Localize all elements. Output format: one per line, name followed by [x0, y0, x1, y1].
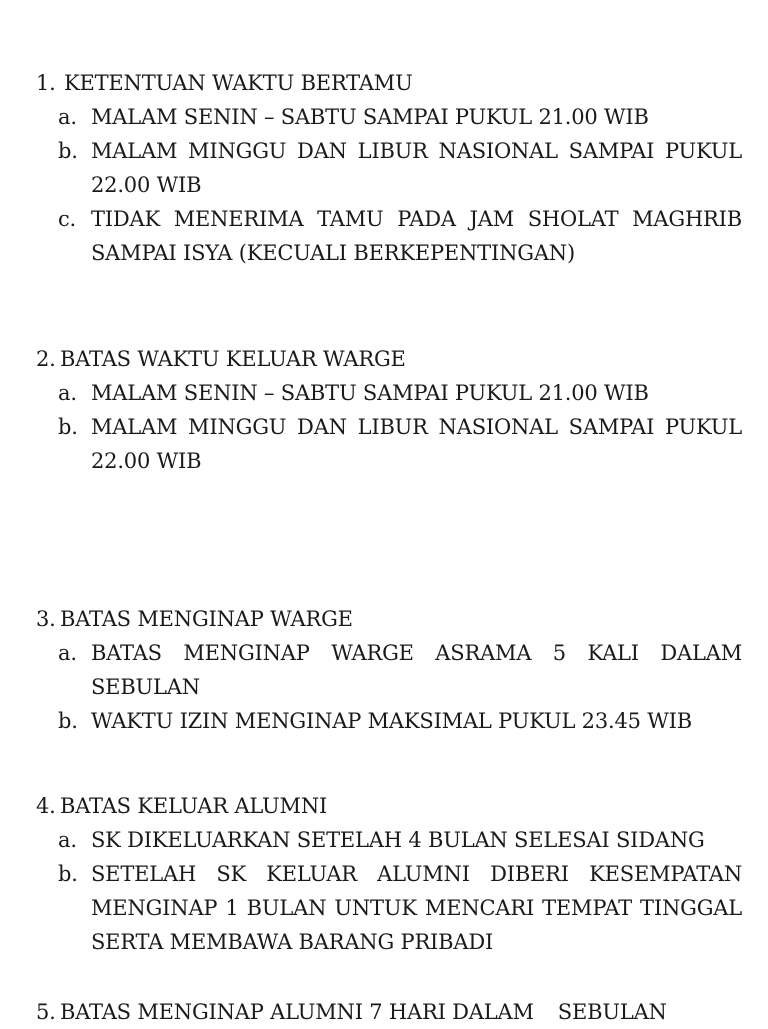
- section-items: [0, 100, 768, 270]
- item-text: SETELAH SK KELUAR ALUMNI DIBERI KESEMPATAN MENGINAP 1 BULAN UNTUK MENCARI TEMPAT TINGGAL SERTA MEMBAWA BARANG PRIBADI: [91, 862, 742, 954]
- item-letter: b.: [58, 709, 78, 733]
- section-heading: [36, 789, 736, 823]
- list-item: [0, 704, 742, 738]
- section-title: BATAS MENGINAP ALUMNI 7 HARI DALAM: [60, 1000, 534, 1024]
- section-number: 2.: [36, 347, 56, 371]
- item-text: SK DIKELUARKAN SETELAH 4 BULAN SELESAI SIDANG: [91, 828, 705, 852]
- section-number: 5.: [36, 1000, 56, 1024]
- section-heading: [36, 342, 736, 376]
- item-text: MALAM SENIN – SABTU SAMPAI PUKUL 21.00 WIB: [91, 381, 649, 405]
- section-title: BATAS MENGINAP WARGE: [60, 607, 353, 631]
- section-title: BATAS KELUAR ALUMNI: [60, 794, 328, 818]
- section-items: [0, 376, 768, 478]
- item-text: MALAM MINGGU DAN LIBUR NASIONAL SAMPAI PUKUL 22.00 WIB: [91, 415, 742, 473]
- section-number: 3.: [36, 607, 56, 631]
- list-item: [0, 100, 742, 134]
- item-letter: b.: [58, 139, 78, 163]
- section-title-tail: SEBULAN: [557, 1000, 667, 1024]
- item-letter: a.: [58, 828, 77, 852]
- list-item: [0, 134, 742, 202]
- item-text: BATAS MENGINAP WARGE ASRAMA 5 KALI DALAM SEBULAN: [91, 641, 742, 699]
- section-items: [0, 823, 768, 959]
- list-item: [0, 823, 742, 857]
- item-letter: c.: [58, 207, 77, 231]
- item-letter: a.: [58, 381, 77, 405]
- section-number: 1.: [36, 71, 56, 95]
- list-item: [0, 857, 742, 959]
- section-title: KETENTUAN WAKTU BERTAMU: [64, 71, 413, 95]
- section-heading: [36, 66, 736, 100]
- item-letter: a.: [58, 641, 77, 665]
- section-title: BATAS WAKTU KELUAR WARGE: [60, 347, 406, 371]
- list-item: [0, 410, 742, 478]
- section-items: [0, 636, 768, 738]
- item-letter: a.: [58, 105, 77, 129]
- list-item: [0, 376, 742, 410]
- item-text: TIDAK MENERIMA TAMU PADA JAM SHOLAT MAGHRIB SAMPAI ISYA (KECUALI BERKEPENTINGAN): [91, 207, 742, 265]
- item-letter: b.: [58, 862, 78, 886]
- item-text: WAKTU IZIN MENGINAP MAKSIMAL PUKUL 23.45 WIB: [91, 709, 692, 733]
- item-text: MALAM MINGGU DAN LIBUR NASIONAL SAMPAI PUKUL 22.00 WIB: [91, 139, 742, 197]
- list-item: [0, 636, 742, 704]
- item-letter: b.: [58, 415, 78, 439]
- item-text: MALAM SENIN – SABTU SAMPAI PUKUL 21.00 WIB: [91, 105, 649, 129]
- list-item: [0, 202, 742, 270]
- section-number: 4.: [36, 794, 56, 818]
- section-heading: [36, 602, 736, 636]
